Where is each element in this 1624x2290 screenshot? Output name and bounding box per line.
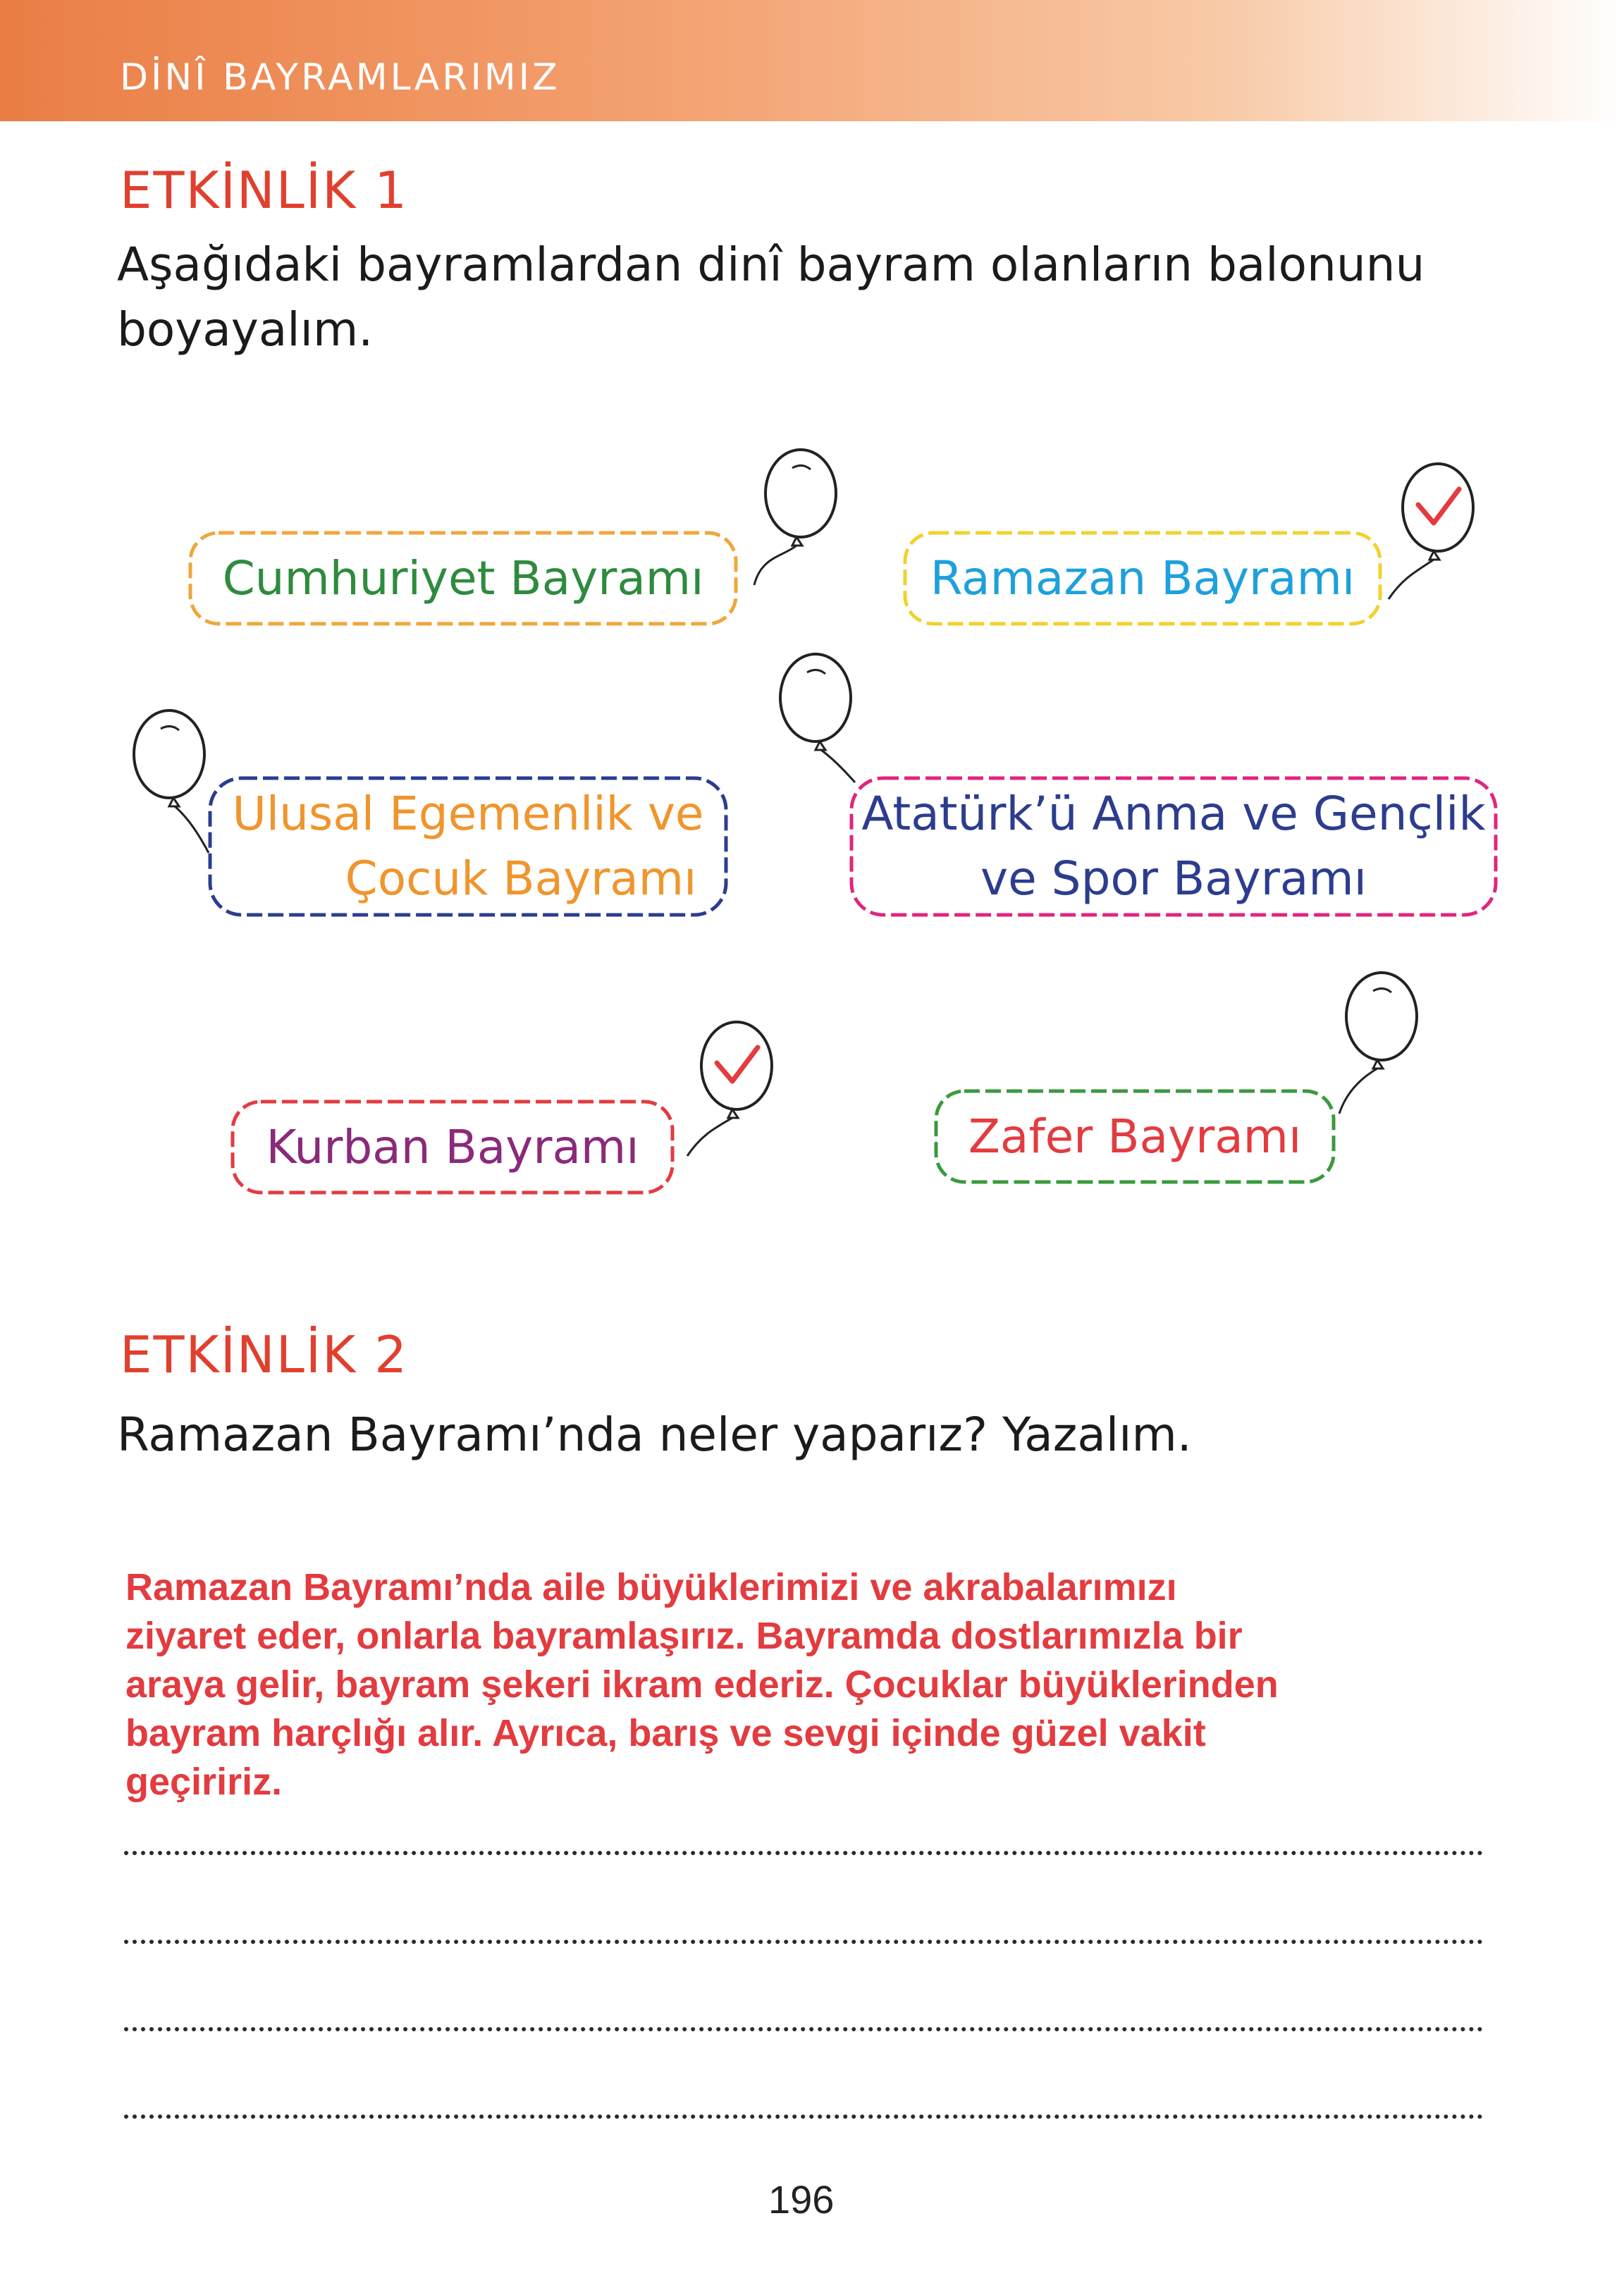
header-band [0, 0, 1624, 121]
holiday-label: Zafer Bayramı [968, 1109, 1302, 1164]
holiday-badge-ramazan [899, 527, 1386, 629]
holiday-label-line1: Ulusal Egemenlik ve [232, 787, 704, 841]
activity2-title: ETKİNLİK 2 [120, 1325, 409, 1384]
balloon-icon[interactable] [1311, 966, 1431, 1135]
answer-line: bayram harçlığı alır. Ayrıca, barış ve sevgi içinde güzel vakit [125, 1712, 1206, 1754]
answer-line: araya gelir, bayram şekeri ikram ederiz. Çocuklar büyüklerinden [125, 1663, 1279, 1706]
answer-line: Ramazan Bayramı’nda aile büyüklerimizi ve akrabalarımızı [125, 1566, 1177, 1608]
answer-text[interactable] [125, 1563, 1394, 1806]
holiday-label-line1: Atatürk’ü Anma ve Gençlik [861, 787, 1486, 841]
holiday-badge-ataturk [846, 772, 1501, 921]
writing-line[interactable] [124, 2027, 1483, 2031]
writing-line[interactable] [124, 2114, 1483, 2119]
answer-line: ziyaret eder, onlarla bayramlaşırız. Bayramda dostlarımızla bir [125, 1615, 1243, 1657]
holiday-badge-zafer [930, 1085, 1339, 1188]
writing-line[interactable] [124, 1940, 1483, 1944]
holiday-label-line2: Çocuk Bayramı [345, 851, 697, 906]
writing-line[interactable] [124, 1851, 1483, 1855]
activity2-question: Ramazan Bayramı’nda neler yaparız? Yazalım. [117, 1408, 1192, 1462]
activity1-instruction-line1: Aşağıdaki bayramlardan dinî bayram olanların balonunu [117, 238, 1425, 292]
header-title: DİNÎ BAYRAMLARIMIZ [120, 56, 560, 99]
balloon-icon[interactable] [765, 648, 878, 789]
holiday-label: Kurban Bayramı [266, 1119, 639, 1174]
balloon-icon[interactable] [733, 444, 846, 606]
activity1-title: ETKİNLİK 1 [120, 161, 409, 220]
balloon-checked-icon[interactable] [673, 1015, 786, 1177]
balloon-icon[interactable] [120, 698, 226, 867]
page-number: 196 [768, 2177, 835, 2222]
holiday-badge-ulusal-egemenlik [204, 772, 732, 921]
holiday-label: Ramazan Bayramı [930, 550, 1355, 605]
activity1-instruction-line2: boyayalım. [117, 302, 374, 357]
holiday-badge-kurban [227, 1096, 678, 1198]
balloon-checked-icon[interactable] [1374, 458, 1487, 620]
answer-line: geçiririz. [125, 1761, 283, 1803]
holiday-label-line2: ve Spor Bayramı [980, 851, 1367, 906]
holiday-label: Cumhuriyet Bayramı [222, 550, 704, 605]
holiday-badge-cumhuriyet [185, 527, 742, 629]
